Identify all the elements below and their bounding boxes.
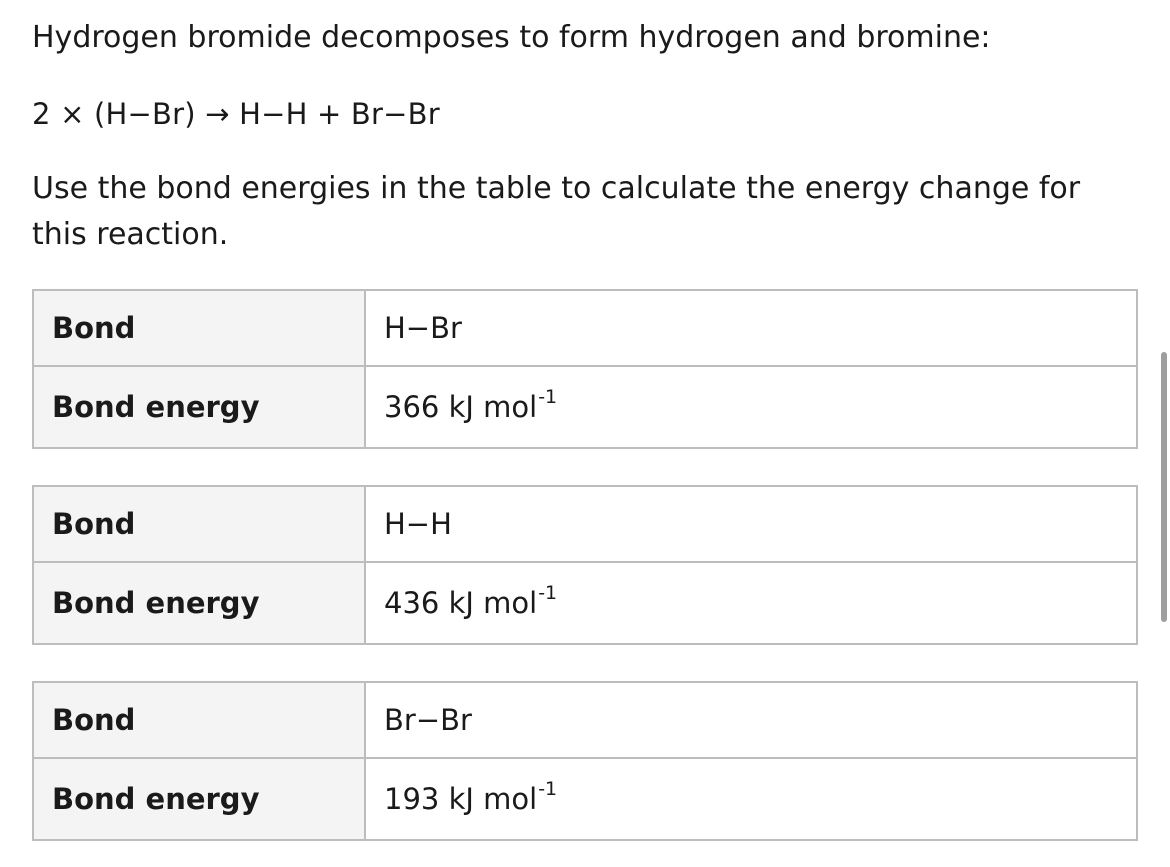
reaction-equation: 2 × (H−Br) → H−H + Br−Br [32,97,440,131]
bond-header-cell: Bond [33,486,365,562]
bond-name-cell: H−H [365,486,1137,562]
bond-energy-exponent: -1 [538,582,558,604]
bond-energy-value: 366 kJ mol [384,390,538,424]
bond-energy-table-br-br [32,681,1138,841]
bond-energy-value-cell [365,758,1137,840]
bond-name-cell: H−Br [365,290,1137,366]
question-intro: Hydrogen bromide decomposes to form hydrogen and bromine: [32,20,991,55]
bond-energy-row [33,758,1137,840]
bond-energy-value: 436 kJ mol [384,586,538,620]
bond-energy-exponent: -1 [538,778,558,800]
bond-energy-value-cell [365,562,1137,644]
bond-name-cell: Br−Br [365,682,1137,758]
bond-energy-exponent: -1 [538,386,558,408]
bond-row [33,486,1137,562]
bond-energy-table-h-br [32,289,1138,449]
bond-header-cell: Bond [33,682,365,758]
question-instruction: Use the bond energies in the table to calculate the energy change for this reaction. [32,171,1081,252]
bond-energy-header-cell: Bond energy [33,758,365,840]
bond-energy-table-h-h [32,485,1138,645]
bond-row [33,290,1137,366]
bond-energy-row [33,366,1137,448]
vertical-scrollbar[interactable] [1161,352,1167,622]
bond-energy-row [33,562,1137,644]
bond-energy-value: 193 kJ mol [384,782,538,816]
bond-energy-header-cell: Bond energy [33,562,365,644]
bond-header-cell: Bond [33,290,365,366]
bond-row [33,682,1137,758]
bond-energy-header-cell: Bond energy [33,366,365,448]
bond-energy-value-cell [365,366,1137,448]
